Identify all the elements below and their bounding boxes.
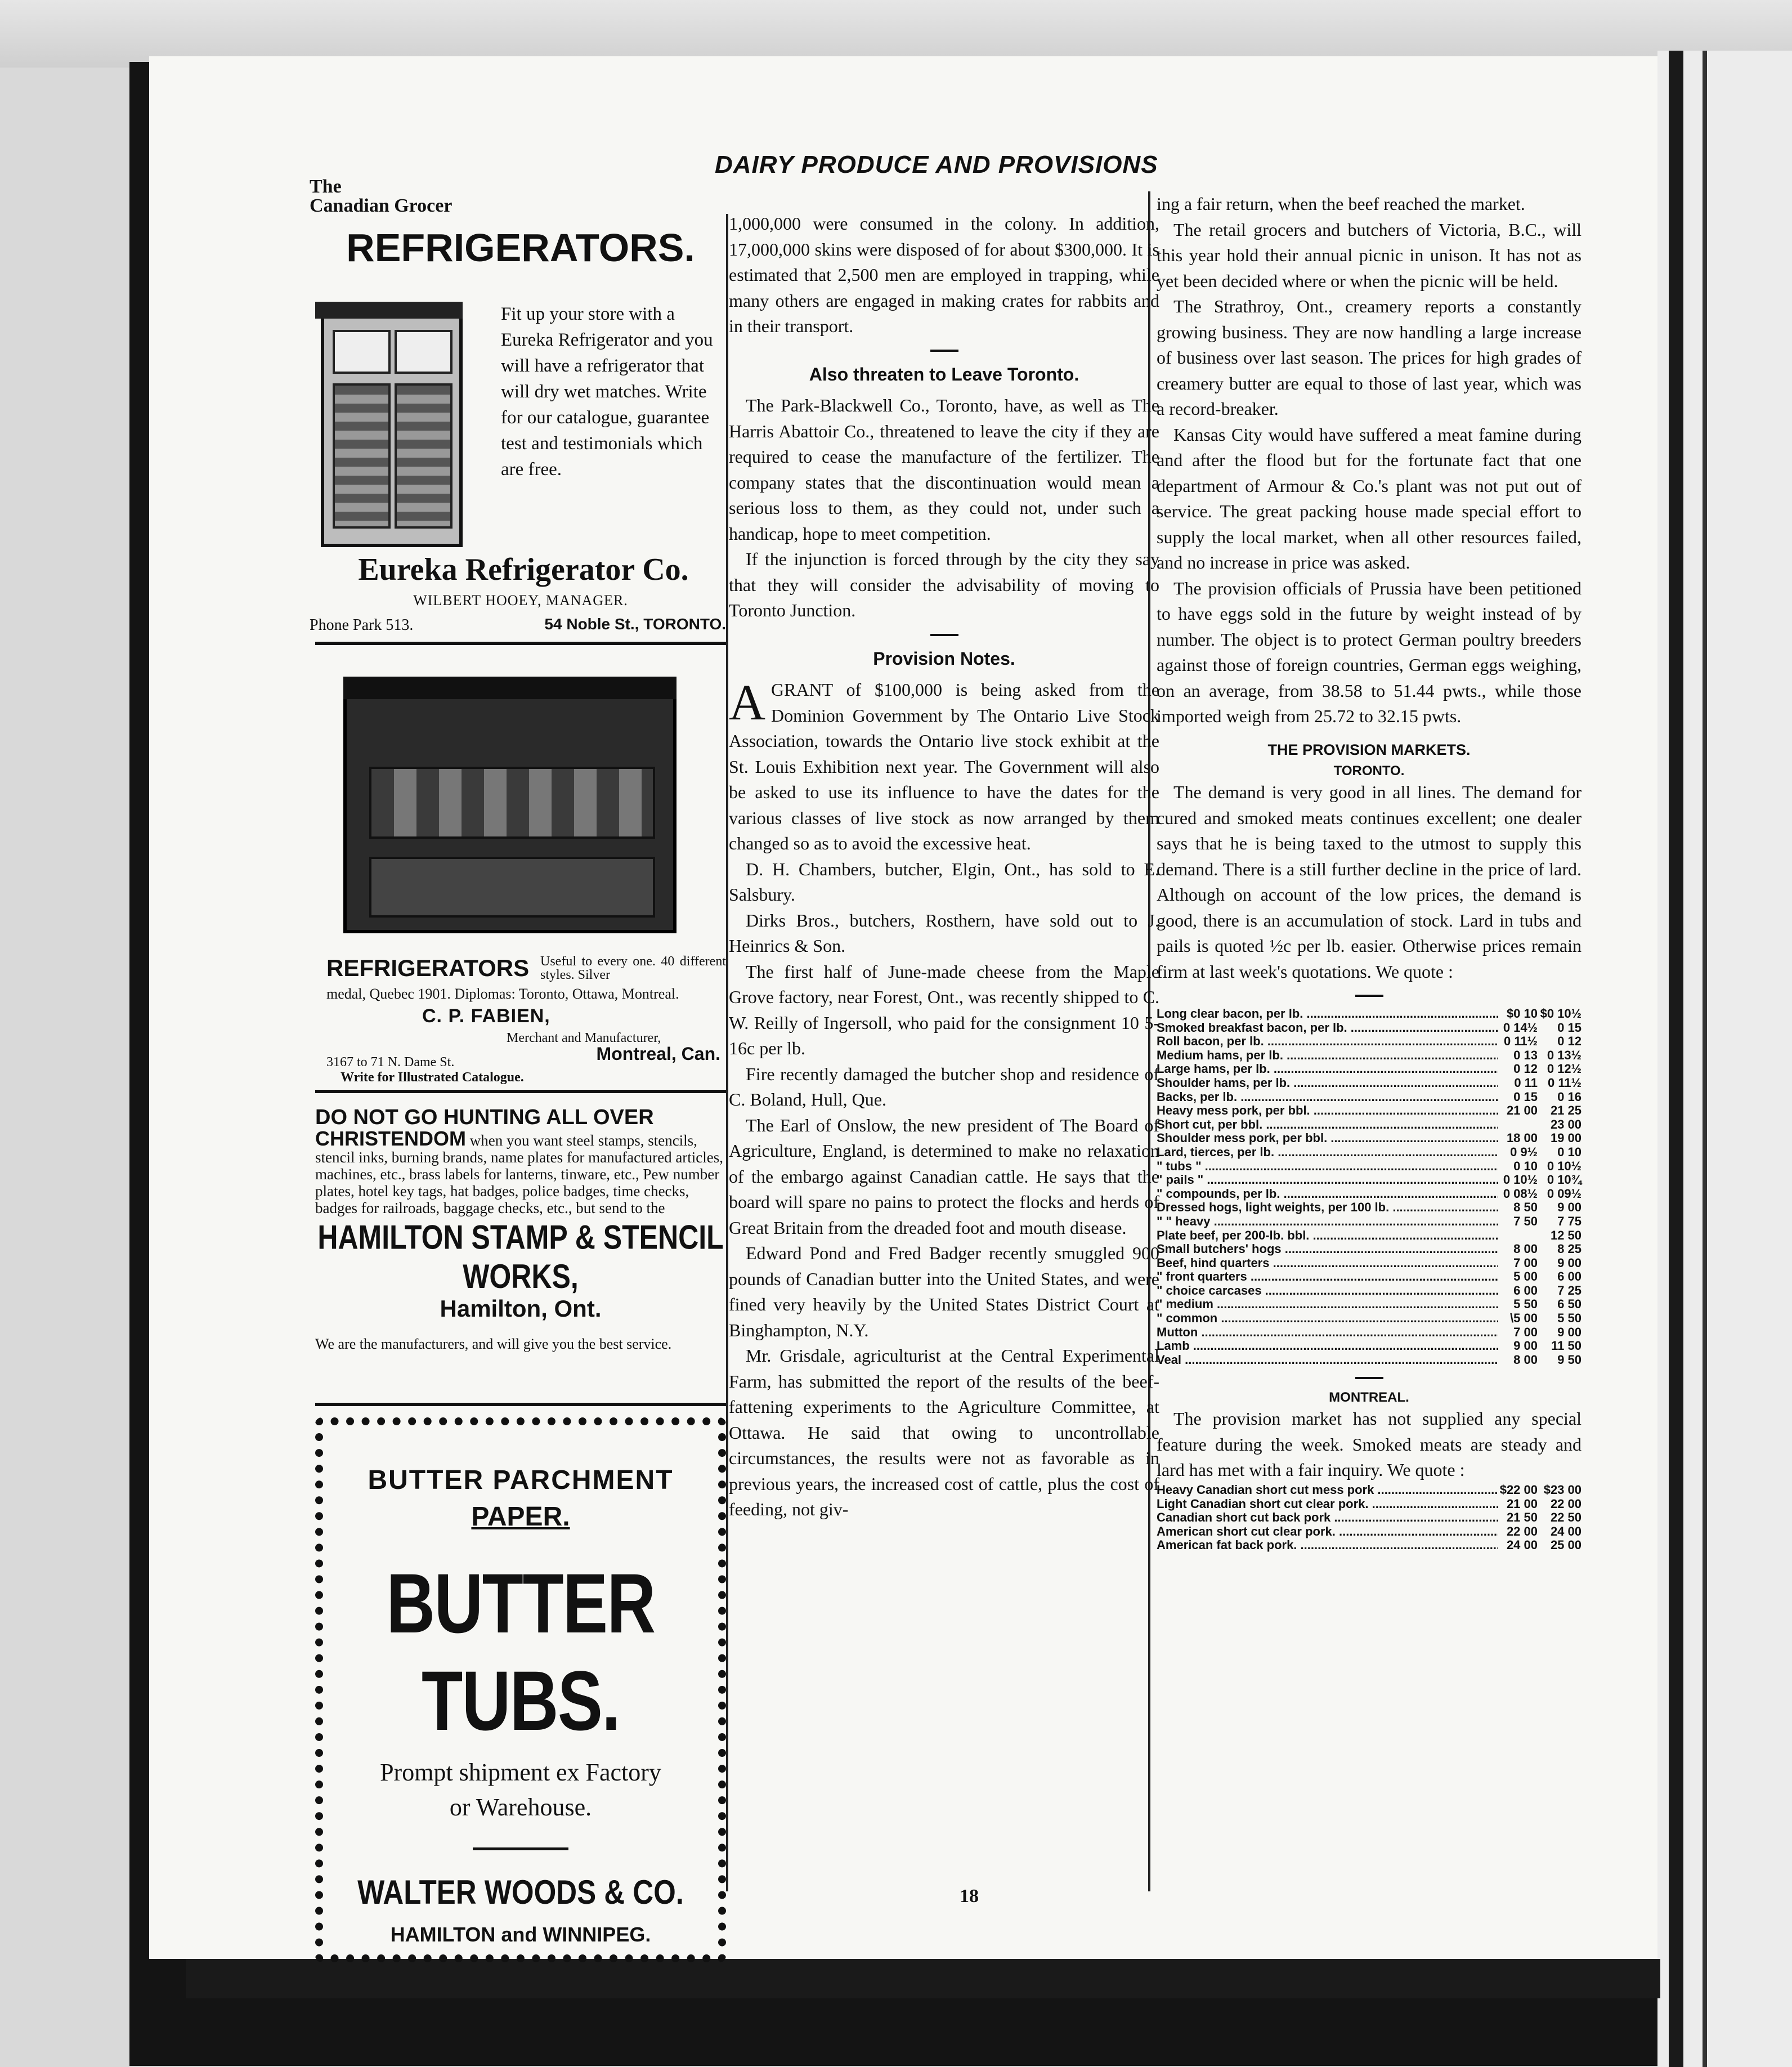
column-rule — [726, 214, 728, 1891]
price-low: 7 00 — [1513, 1255, 1538, 1270]
price-label: " " heavy ..... — [1157, 1215, 1498, 1229]
price-label: " pails " ..... — [1157, 1173, 1498, 1187]
price-high: 7 25 — [1557, 1283, 1582, 1298]
paragraph: 1,000,000 were consumed in the colony. In addition, 17,000,000 skins were disposed of for about $300,000. It is estimated that 2,500 men are employed in trapping, while many others are engaged in making crates for rabbits and in their transport. — [729, 213, 1159, 336]
price-row — [1157, 1270, 1582, 1284]
price-row — [1157, 1525, 1582, 1539]
display-refrigerator-illustration — [343, 679, 677, 933]
price-low: 6 00 — [1513, 1283, 1538, 1298]
paragraph-text: GRANT of $100,000 is being asked from the Dominion Government by The Ontario Live Stock Association, towards the Ontario live stock exhibit at the St. Louis Exhibition next year. The Government will also be asked to use its influence to have the dates for the various classes of live stock as now arranged by them changed so as to avoid the excessive heat. — [729, 679, 1159, 853]
stamp-body-text: when you want steel stamps, stencils, stencil inks, burning brands, name plates for manufactured articles, machines, etc., brass labels for lanterns, tinware, etc., Pew number plates, hotel key tags, hat badges, police badges, time checks, badges for railroads, baggage checks, etc., but send to the — [315, 1132, 724, 1216]
price-high: 25 00 — [1550, 1538, 1582, 1553]
price-label: Roll bacon, per lb. ..... — [1157, 1035, 1498, 1049]
paragraph: ing a fair return, when the beef reached the market. — [1157, 194, 1525, 214]
stamp-body — [315, 1127, 726, 1216]
price-high: 0 09½ — [1547, 1186, 1582, 1201]
drop-cap: A — [729, 675, 765, 731]
price-low: 5 50 — [1513, 1297, 1538, 1312]
price-row — [1157, 1229, 1582, 1243]
divider — [1355, 1377, 1383, 1379]
paragraph: Dirks Bros., butchers, Rosthern, have sold out to J. Heinrics & Son. — [729, 910, 1159, 956]
fabien-medal: medal, Quebec 1901. Diplomas: Toronto, Ottawa, Montreal. — [326, 986, 679, 1002]
paragraph — [729, 677, 1159, 857]
fabien-city: Montreal, Can. — [596, 1044, 720, 1064]
heading-toronto: Also threaten to Leave Toronto. — [809, 364, 1079, 384]
masthead-line2: Canadian Grocer — [310, 195, 453, 216]
price-low: 5 00 — [1513, 1269, 1538, 1284]
fabien-title: REFRIGERATORS — [326, 955, 530, 981]
fabien-ad — [315, 645, 726, 1090]
price-high: 8 25 — [1557, 1242, 1582, 1256]
eureka-phone: Phone Park 513. — [310, 616, 414, 634]
price-row — [1157, 1538, 1582, 1553]
price-low: 0 9½ — [1510, 1144, 1538, 1159]
price-label: Short cut, per bbl. ..... — [1157, 1118, 1498, 1132]
price-low: 8 00 — [1513, 1352, 1538, 1367]
paragraph: The Park-Blackwell Co., Toronto, have, as well as The Harris Abattoir Co., threatened to leave the city if they are required to cease the manufacture of the fertilizer. The company states that the discontinuation would mean a serious loss to them, as they could not, under such a handicap, hope to meet competition. — [729, 395, 1159, 544]
woods-shipment — [323, 1755, 718, 1825]
fabien-merchant: Merchant and Manufacturer, — [507, 1031, 661, 1045]
woods-shipment1: Prompt shipment ex Factory — [380, 1759, 661, 1786]
price-low: 18 00 — [1506, 1131, 1538, 1146]
paragraph: Edward Pond and Fred Badger recently smuggled 900 pounds of Canadian butter into the United States, and were fined very heavily by the United States District Court at Binghampton, N.Y. — [729, 1243, 1159, 1340]
price-low: 9 00 — [1513, 1339, 1538, 1353]
price-low: 21 00 — [1506, 1103, 1538, 1118]
price-row — [1157, 1353, 1582, 1367]
price-high: 22 50 — [1550, 1510, 1582, 1525]
stamp-company: HAMILTON STAMP & STENCIL WORKS, — [317, 1218, 724, 1296]
stamp-headline2: CHRISTENDOM — [315, 1127, 466, 1150]
price-high: 21 25 — [1550, 1103, 1582, 1118]
price-low: $0 10 — [1506, 1006, 1538, 1021]
woods-company: WALTER WOODS & CO. — [357, 1873, 684, 1911]
stamp-headline: DO NOT GO HUNTING ALL OVER — [315, 1106, 654, 1129]
price-row — [1157, 1298, 1582, 1312]
article-column-2 — [729, 211, 1159, 1523]
price-low: 8 00 — [1513, 1242, 1538, 1256]
paragraph: The first half of June-made cheese from the Maple Grove factory, near Forest, Ont., was recently shipped to C. W. Reilly of Ingersoll, who paid for the consignment 10 5-16c per lb. — [729, 961, 1159, 1058]
price-label: Medium hams, per lb. ..... — [1157, 1049, 1498, 1063]
price-low: 7 00 — [1513, 1325, 1538, 1339]
price-row — [1157, 1104, 1582, 1118]
price-label: Shoulder hams, per lb. ..... — [1157, 1076, 1498, 1090]
woods-big: BUTTER TUBS. — [386, 1556, 655, 1748]
paragraph: The Strathroy, Ont., creamery reports a constantly growing business. They are now handling a large increase of business over last season. The prices for high grades of creamery butter are equal to those of last year, which was a record-breaker. — [1157, 296, 1582, 419]
price-label: Long clear bacon, per lb. ..... — [1157, 1007, 1498, 1021]
price-high: 9 50 — [1557, 1352, 1582, 1367]
price-label: Beef, hind quarters ..... — [1157, 1256, 1498, 1270]
price-label: Mutton ..... — [1157, 1326, 1498, 1340]
price-row — [1157, 1118, 1582, 1132]
divider — [930, 350, 958, 352]
paragraph: The Earl of Onslow, the new president of The Board of Agriculture, England, is determined to make no relaxation of the embargo against Canadian cattle. He says that the board will spare no pains to protect the flocks and herds of Great Britain from the dreaded foot and mouth disease. — [729, 1115, 1159, 1238]
article-column-3 — [1157, 191, 1582, 1553]
price-high: 0 10¾ — [1547, 1173, 1582, 1187]
price-low: 0 10½ — [1503, 1173, 1538, 1187]
price-row — [1157, 1312, 1582, 1326]
paragraph: D. H. Chambers, butcher, Elgin, Ont., has sold to E. Salsbury. — [729, 858, 1159, 905]
section-title: DAIRY PRODUCE AND PROVISIONS — [715, 151, 1158, 178]
heading-markets: THE PROVISION MARKETS. — [1267, 741, 1471, 758]
price-label: Backs, per lb. ..... — [1157, 1090, 1498, 1104]
woods-line1: BUTTER PARCHMENT — [368, 1465, 674, 1495]
paragraph: The provision market has not supplied any special feature during the week. Smoked meats are steady and lard has met with a fair inquiry. We quote : — [1157, 1408, 1582, 1480]
price-row — [1157, 1483, 1582, 1497]
price-high: 6 50 — [1557, 1297, 1582, 1312]
refrigerator-cabinet-illustration — [321, 315, 463, 547]
price-row — [1157, 1215, 1582, 1229]
subheading-toronto: TORONTO. — [1333, 763, 1405, 779]
price-low: 0 10 — [1513, 1158, 1538, 1173]
price-low: 0 08½ — [1503, 1186, 1538, 1201]
price-label: Small butchers' hogs ..... — [1157, 1242, 1498, 1256]
eureka-company: Eureka Refrigerator Co. — [358, 552, 689, 587]
price-label: Veal ..... — [1157, 1353, 1498, 1367]
price-low: \5 00 — [1510, 1311, 1538, 1326]
price-row — [1157, 1326, 1582, 1340]
price-label: Plate beef, per 200-lb. bbl. ..... — [1157, 1229, 1498, 1243]
fabien-write: Write for Illustrated Catalogue. — [341, 1070, 524, 1085]
price-high: 0 13½ — [1547, 1048, 1582, 1062]
price-high: 0 11½ — [1548, 1075, 1582, 1090]
price-high: 0 12 — [1557, 1034, 1582, 1049]
price-row — [1157, 1187, 1582, 1201]
price-label: Dressed hogs, light weights, per 100 lb. ..... — [1157, 1201, 1498, 1215]
price-row — [1157, 1201, 1582, 1215]
paragraph: Fire recently damaged the butcher shop and residence of C. Boland, Hull, Que. — [729, 1063, 1159, 1109]
price-label: Shoulder mess pork, per bbl. ..... — [1157, 1131, 1498, 1146]
eureka-title: REFRIGERATORS. — [346, 226, 695, 270]
eureka-manager: WILBERT HOOEY, MANAGER. — [413, 592, 628, 609]
price-high: 5 50 — [1557, 1311, 1582, 1326]
eureka-address: 54 Noble St., TORONTO. — [544, 615, 726, 633]
price-low: 0 13 — [1513, 1048, 1538, 1062]
price-high: 12 50 — [1550, 1228, 1582, 1242]
price-high: 7 75 — [1557, 1214, 1582, 1228]
page-number: 18 — [960, 1886, 979, 1907]
price-label: American short cut clear pork. ..... — [1157, 1525, 1498, 1539]
price-high: 22 00 — [1550, 1496, 1582, 1511]
masthead-line1: The — [310, 176, 342, 197]
paragraph: The demand is very good in all lines. The demand for cured and smoked meats continues excellent; one dealer says that he is being taxed to the utmost to supply this demand. There is a still further decline in the price of lard. Although on account of the low prices, the demand is good, there is an accumulation of stock. Lard in tubs and pails is quoted ½c per lb. easier. Otherwise prices remain firm at last week's quotations. We quote : — [1157, 782, 1582, 982]
price-label: " medium ..... — [1157, 1298, 1498, 1312]
price-high: 11 50 — [1551, 1339, 1582, 1353]
paragraph: Mr. Grisdale, agriculturist at the Central Experimental Farm, has submitted the report of the results of the beef-fattening experiments to the Agriculture Committee, at Ottawa. He said that owing to uncontrollable circumstances, the results were not as favorable as in previous years, the increased cost of cattle, plus the cost of feeding, not giv- — [729, 1345, 1159, 1519]
price-high: 9 00 — [1557, 1325, 1582, 1339]
price-label: " choice carcases ..... — [1157, 1284, 1498, 1298]
price-low: 0 15 — [1513, 1089, 1538, 1104]
price-low: 22 00 — [1506, 1524, 1538, 1538]
price-low: 8 50 — [1513, 1200, 1538, 1215]
price-row — [1157, 1049, 1582, 1063]
paragraph: Kansas City would have suffered a meat famine during and after the flood but for the fortunate fact that one department of Armour & Co.'s plant was not put out of service. The great packing house made special effort to supply the local market, when all other resources failed, and no increase in price was asked. — [1157, 424, 1582, 572]
paragraph: The retail grocers and butchers of Victoria, B.C., will this year hold their annual picnic in unison. It has not as yet been decided where or when the picnic will be held. — [1157, 219, 1582, 291]
divider — [1355, 995, 1383, 997]
price-row — [1157, 1511, 1582, 1525]
price-label: Heavy Canadian short cut mess pork ..... — [1157, 1483, 1498, 1497]
price-row — [1157, 1497, 1582, 1511]
price-high: 0 10 — [1557, 1144, 1582, 1159]
paragraph: If the injunction is forced through by the city they say that they will consider the advisability of moving to Toronto Junction. — [729, 549, 1159, 620]
toronto-price-table — [1157, 1007, 1582, 1367]
price-label: " front quarters ..... — [1157, 1270, 1498, 1284]
price-low: 0 11 — [1514, 1075, 1538, 1090]
woods-line2: PAPER. — [471, 1502, 570, 1532]
price-low — [1498, 1118, 1538, 1132]
price-label: Lard, tierces, per lb. ..... — [1157, 1146, 1498, 1160]
price-label: Lamb ..... — [1157, 1339, 1498, 1353]
advertisement-column — [310, 214, 726, 1962]
price-row — [1157, 1339, 1582, 1353]
price-label: " common ..... — [1157, 1312, 1498, 1326]
price-row — [1157, 1035, 1582, 1049]
price-high: $23 00 — [1543, 1482, 1582, 1497]
woods-cities: HAMILTON and WINNIPEG. — [390, 1923, 651, 1946]
price-row — [1157, 1284, 1582, 1298]
divider — [315, 1403, 726, 1406]
page-bottom-border — [186, 1959, 1660, 1998]
divider — [473, 1847, 568, 1850]
price-high: 0 16 — [1557, 1089, 1582, 1104]
price-label: Large hams, per lb. ..... — [1157, 1062, 1498, 1076]
price-high: 0 12½ — [1547, 1062, 1582, 1076]
price-low: 21 00 — [1506, 1496, 1538, 1511]
price-label: Light Canadian short cut clear pork. ..... — [1157, 1497, 1498, 1511]
fabien-useful: Useful to every one. 40 different styles. Silver — [540, 954, 726, 982]
price-row — [1157, 1173, 1582, 1187]
eureka-pitch: Fit up your store with a Eureka Refrigerator and you will have a refrigerator that will dry wet matches. Write for our catalogue, guarantee test and testimonials which are free. — [501, 304, 713, 480]
price-low: 24 00 — [1506, 1538, 1538, 1553]
price-row — [1157, 1007, 1582, 1021]
price-row — [1157, 1090, 1582, 1104]
price-label: Canadian short cut back pork ..... — [1157, 1511, 1498, 1525]
price-low: 0 11½ — [1504, 1034, 1538, 1049]
eureka-ad — [310, 225, 726, 642]
stamp-ad — [315, 1093, 726, 1403]
adjacent-page-edge — [1657, 51, 1792, 2067]
price-high: 6 00 — [1557, 1269, 1582, 1284]
price-label: Smoked breakfast bacon, per lb. ..... — [1157, 1021, 1498, 1035]
price-low — [1498, 1229, 1538, 1243]
price-row — [1157, 1062, 1582, 1076]
heading-provision-notes: Provision Notes. — [873, 648, 1015, 669]
price-low: 7 50 — [1513, 1214, 1538, 1228]
price-high: 19 00 — [1550, 1131, 1582, 1146]
fabien-name: C. P. FABIEN, — [422, 1005, 550, 1027]
price-high: $0 10½ — [1540, 1006, 1582, 1021]
divider — [930, 634, 958, 636]
stamp-city: Hamilton, Ont. — [440, 1295, 602, 1322]
walter-woods-ad — [315, 1417, 726, 1962]
price-low: 0 14½ — [1503, 1020, 1538, 1035]
fabien-address: 3167 to 71 N. Dame St. — [326, 1055, 455, 1070]
stamp-tagline: We are the manufacturers, and will give you the best service. — [315, 1336, 672, 1352]
price-high: 9 00 — [1557, 1255, 1582, 1270]
subheading-montreal: MONTREAL. — [1329, 1390, 1409, 1406]
price-row — [1157, 1242, 1582, 1256]
woods-shipment2: or Warehouse. — [449, 1793, 592, 1821]
price-high: 0 10½ — [1547, 1158, 1582, 1173]
price-low: 21 50 — [1506, 1510, 1538, 1525]
price-row — [1157, 1256, 1582, 1270]
price-label: " tubs " ..... — [1157, 1160, 1498, 1174]
price-high: 9 00 — [1557, 1200, 1582, 1215]
price-row — [1157, 1131, 1582, 1146]
price-high: 23 00 — [1550, 1117, 1582, 1131]
price-label: American fat back pork. ..... — [1157, 1538, 1498, 1553]
price-high: 0 15 — [1557, 1020, 1582, 1035]
price-low: 0 12 — [1513, 1062, 1538, 1076]
montreal-price-table — [1157, 1483, 1582, 1553]
price-row — [1157, 1021, 1582, 1035]
price-low: $22 00 — [1499, 1482, 1538, 1497]
paragraph: The provision officials of Prussia have been petitioned to have eggs sold in the future by weight instead of by number. The object is to protect German poultry breeders against those of foreign countries, German eggs weighing, on an average, from 38.58 to 51.44 pwts., while those imported weigh from 25.72 to 32.15 pwts. — [1157, 578, 1582, 726]
price-row — [1157, 1160, 1582, 1174]
masthead — [310, 177, 452, 216]
price-row — [1157, 1146, 1582, 1160]
price-label: Heavy mess pork, per bbl. ..... — [1157, 1104, 1498, 1118]
price-label: " compounds, per lb. ..... — [1157, 1187, 1498, 1201]
price-high: 24 00 — [1550, 1524, 1582, 1538]
price-row — [1157, 1076, 1582, 1090]
